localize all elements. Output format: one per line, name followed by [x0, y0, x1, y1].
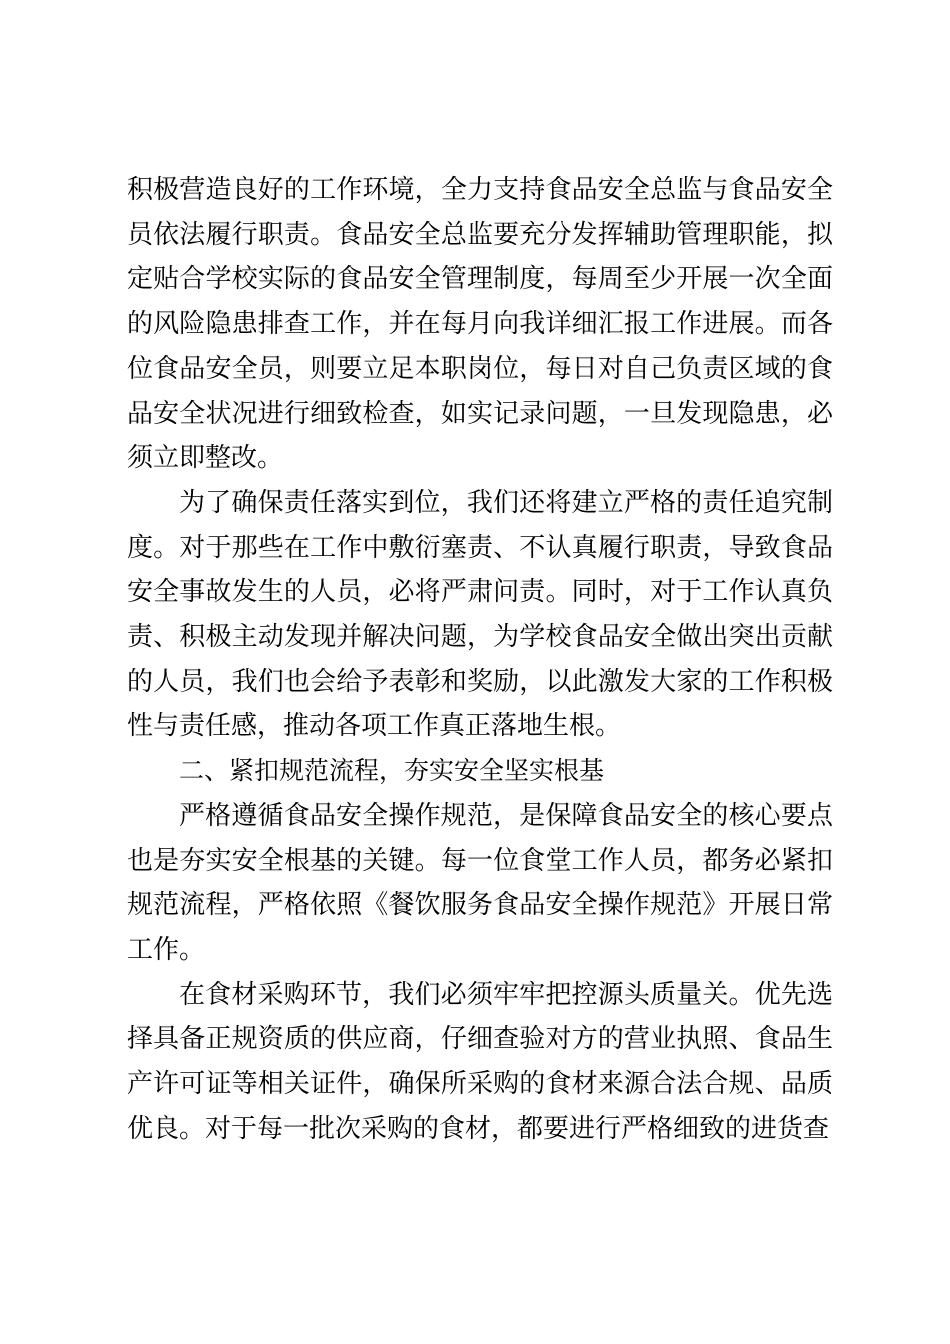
paragraph-continuation: 积极营造良好的工作环境，全力支持食品安全总监与食品安全员依法履行职责。食品安全总监要充分发挥辅助管理职能，拟定贴合学校实际的食品安全管理制度，每周至少开展一次全面的风险隐患排查工作，并在每月向我详细汇报工作进展。而各位食品安全员，则要立足本职岗位，每日对自己负责区域的食品安全状况进行细致检查，如实记录问题，一旦发现隐患，必须立即整改。 [127, 175, 833, 474]
paragraph-accountability: 为了确保责任落实到位，我们还将建立严格的责任追究制度。对于那些在工作中敷衍塞责、不认真履行职责，导致食品安全事故发生的人员，必将严肃问责。同时，对于工作认真负责、积极主动发现并解决问题，为学校食品安全做出突出贡献的人员，我们也会给予表彰和奖励，以此激发大家的工作积极性与责任感，推动各项工作真正落地生根。 [127, 487, 833, 742]
paragraph-procurement: 在食材采购环节，我们必须牢牢把控源头质量关。优先选择具备正规资质的供应商，仔细查验对方的营业执照、食品生产许可证等相关证件，确保所采购的食材来源合法合规、品质优良。对于每一批次采购的食材，都要进行严格细致的进货查 [127, 979, 833, 1144]
section-heading: 二、紧扣规范流程，夯实安全坚实根基 [179, 756, 605, 786]
paragraph-operating-standards: 严格遵循食品安全操作规范，是保障食品安全的核心要点也是夯实安全根基的关键。每一位食堂工作人员，都务必紧扣规范流程，严格依照《餐饮服务食品安全操作规范》开展日常工作。 [127, 800, 833, 965]
document-body [127, 168, 833, 1151]
